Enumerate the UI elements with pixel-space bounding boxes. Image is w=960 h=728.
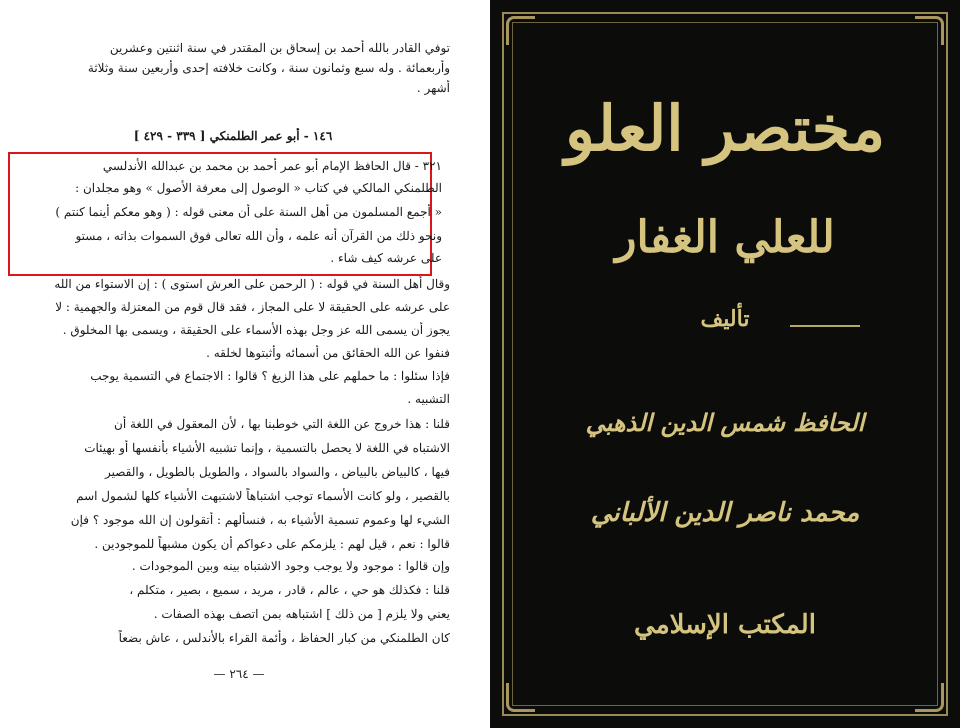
cover-title: مختصر العلو — [564, 92, 886, 165]
text-line-16: قلنا : هذا خروج عن اللغة التي خوطبنا بها ، لأن المعقول في اللغة أن — [114, 417, 450, 431]
text-line-3: أشهر . — [416, 81, 450, 95]
cover-author: الحافظ شمس الدين الذهبي — [585, 408, 865, 437]
text-line-15: التشبيه . — [407, 392, 450, 406]
text-line-8: ونحو ذلك من القرآن أنه علمه ، وأن الله تعالى فوق السموات بذاته ، مستو — [75, 229, 442, 243]
text-line-7: « أجمع المسلمون من أهل السنة على أن معنى قوله : ( وهو معكم أينما كنتم ) — [55, 205, 442, 219]
cover-editor: محمد ناصر الدين الألباني — [590, 498, 860, 528]
cover-publisher: المكتب الإسلامي — [634, 610, 816, 640]
text-line-19: بالقصير ، ولو كانت الأسماء توجب اشتباهاً لاشتبهت الأشياء كلها لشمول اسم — [76, 489, 450, 503]
text-line-20: الشيء لها وعموم تسمية الأشياء به ، فنسألهم : أتقولون إن الله موجود ؟ فإن — [70, 513, 450, 527]
text-line-1: توفي القادر بالله أحمد بن إسحاق بن المقتدر في سنة اثنتين وعشرين — [109, 41, 450, 55]
text-line-17: الاشتباه في اللغة لا يحصل بالتسمية ، وإنما تشبيه الأشياء بأنفسها أو بهيئات — [84, 441, 450, 455]
text-line-22: وإن قالوا : موجود ولا يوجب وجود الاشتباه بينه وبين الموجودات . — [131, 559, 450, 573]
text-line-25: كان الطلمنكي من كبار الحفاظ ، وأئمة القراء بالأندلس ، عاش بضعاً — [118, 631, 450, 645]
text-line-6: الطلمنكي المالكي في كتاب « الوصول إلى معرفة الأصول » وهو مجلدان : — [75, 181, 442, 195]
text-line-21: قالوا : نعم ، قيل لهم : يلزمكم على دعواكم أن يكون مشبهاً للموجودين . — [94, 537, 450, 551]
cover-divider — [790, 325, 860, 327]
book-cover — [490, 0, 960, 728]
book-page-left — [0, 0, 478, 728]
corner-ornament-icon — [506, 683, 535, 712]
text-line-9: على عرشه كيف شاء . — [330, 251, 442, 265]
text-line-11: على عرشه على الحقيقة لا على المجاز ، فقد قال قوم من المعتزلة والجهمية : لا — [55, 300, 450, 314]
text-line-10: وقال أهل السنة في قوله : ( الرحمن على العرش استوى ) : إن الاستواء من الله — [54, 277, 450, 291]
text-line-13: فنفوا عن الله الحقائق من أسمائه وأثبتوها لخلقه . — [206, 346, 450, 360]
text-line-24: يعني ولا يلزم [ من ذلك ] اشتباهه بمن اتصف بهذه الصفات . — [153, 607, 450, 621]
text-line-23: قلنا : فكذلك هو حي ، عالم ، قادر ، مريد ، سميع ، بصير ، متكلم ، — [129, 583, 450, 597]
text-line-5: ٣٢١ - قال الحافظ الإمام أبو عمر أحمد بن محمد بن عبدالله الأندلسي — [102, 159, 442, 173]
cover-talif-label: تأليف — [700, 306, 750, 332]
corner-ornament-icon — [506, 16, 535, 45]
corner-ornament-icon — [915, 16, 944, 45]
corner-ornament-icon — [915, 683, 944, 712]
page-gutter — [478, 0, 490, 728]
text-line-18: فيها ، كالبياض بالبياض ، والسواد بالسواد ، والطويل بالطويل ، والقصير — [105, 465, 450, 479]
page-number: — ٢٦٤ — — [213, 667, 265, 681]
text-line-14: فإذا سئلوا : ما حملهم على هذا الزيغ ؟ قالوا : الاجتماع في التسمية يوجب — [90, 369, 450, 383]
section-heading: ١٤٦ - أبو عمر الطلمنكي [ ٣٣٩ - ٤٢٩ ] — [133, 129, 333, 143]
cover-subtitle: للعلي الغفار — [615, 212, 835, 263]
text-line-2: وأربعمائة . وله سبع وثمانون سنة ، وكانت خلافته إحدى وأربعين سنة وثلاثة — [87, 61, 450, 75]
text-line-12: يجوز أن يسمى الله عز وجل بهذه الأسماء على الحقيقة ، ويسمى بها المخلوق . — [62, 323, 450, 337]
